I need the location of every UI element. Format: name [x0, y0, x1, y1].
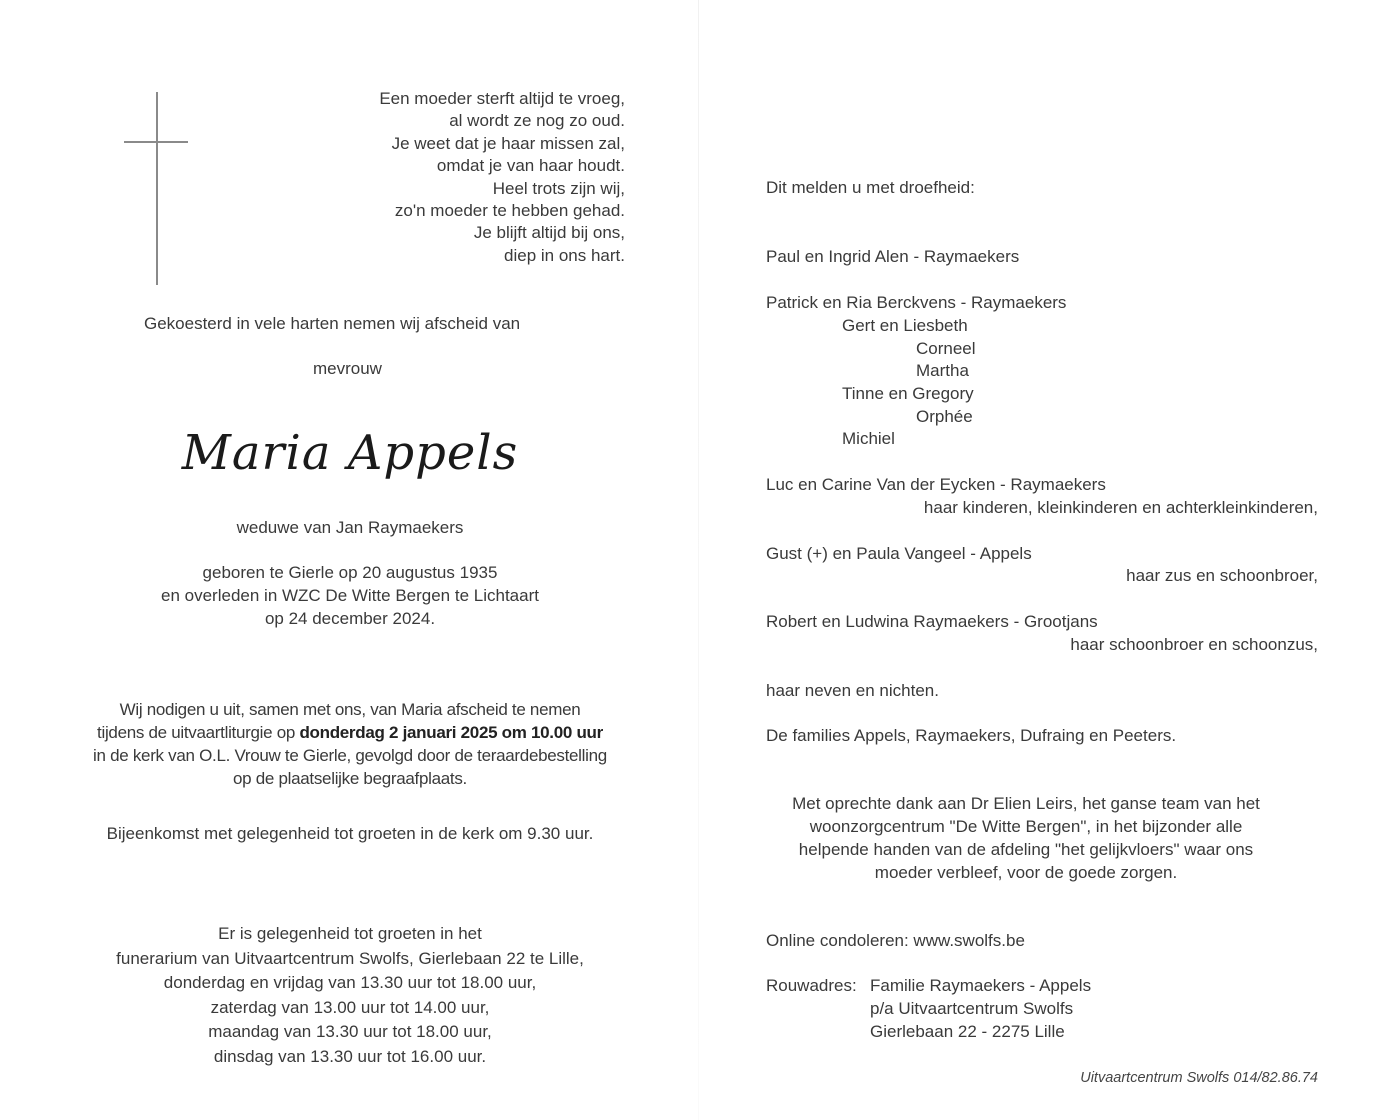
invitation-prefix: tijdens de uitvaartliturgie op [97, 723, 300, 742]
family-note: haar kinderen, kleinkinderen en achterkleinkinderen, [923, 498, 1318, 517]
visitation-info [60, 922, 640, 1070]
birth-death-line: en overleden in WZC De Witte Bergen te Lichtaart [161, 586, 539, 605]
family-line: Gert en Liesbeth [842, 316, 968, 335]
visitation-line: funerarium van Uitvaartcentrum Swolfs, Gierlebaan 22 te Lille, [116, 948, 584, 968]
family-line: Tinne en Gregory [842, 384, 974, 403]
invitation-line: in de kerk van O.L. Vrouw te Gierle, gevolgd door de teraardebestelling [93, 746, 607, 765]
birth-death-line: geboren te Gierle op 20 augustus 1935 [202, 563, 498, 582]
family-note: haar zus en schoonbroer, [1126, 566, 1318, 585]
family-line: Gust (+) en Paula Vangeel - Appels [766, 544, 1032, 563]
thanks-line: moeder verbleef, voor de goede zorgen. [874, 863, 1178, 882]
family-line: haar neven en nichten. [766, 681, 939, 700]
poem-line: Heel trots zijn wij, [492, 178, 625, 198]
family-line: De families Appels, Raymaekers, Dufraing en Peeters. [766, 726, 1177, 745]
address-line: Familie Raymaekers - Appels [870, 976, 1092, 995]
poem-line: al wordt ze nog zo oud. [449, 111, 625, 131]
invitation-line [60, 721, 640, 744]
right-page [700, 0, 1393, 1120]
poem-line: zo'n moeder te hebben gehad. [394, 200, 625, 220]
deceased-name: Maria Appels [181, 425, 519, 481]
widow-of: weduwe van Jan Raymaekers [236, 518, 464, 537]
invitation-line: op de plaatselijke begraafplaats. [233, 769, 467, 788]
visitation-line: dinsdag van 13.30 uur tot 16.00 uur. [213, 1046, 487, 1066]
condolences-link: Online condoleren: www.swolfs.be [766, 931, 1025, 950]
poem-line: omdat je van haar houdt. [436, 156, 625, 176]
address-line: p/a Uitvaartcentrum Swolfs [870, 999, 1074, 1018]
thanks-line: Met oprechte dank aan Dr Elien Leirs, het ganse team van het [792, 794, 1260, 813]
family-line: Orphée [916, 407, 973, 426]
thanks-line: woonzorgcentrum "De Witte Bergen", in het bijzonder alle [809, 817, 1243, 836]
family-line: Robert en Ludwina Raymaekers - Grootjans [766, 612, 1098, 631]
family-line: Martha [916, 361, 969, 380]
announcement: Dit melden u met droefheid: [766, 178, 975, 197]
thanks-line: helpende handen van de afdeling "het gelijkvloers" waar ons [798, 840, 1254, 859]
visitation-line: maandag van 13.30 uur tot 18.00 uur, [208, 1022, 492, 1042]
visitation-line: zaterdag van 13.00 uur tot 14.00 uur, [210, 997, 490, 1017]
intro-text: Gekoesterd in vele harten nemen wij afscheid van [144, 314, 521, 333]
ceremony-datetime: donderdag 2 januari 2025 om 10.00 uur [299, 723, 603, 742]
family-line: Paul en Ingrid Alen - Raymaekers [766, 247, 1020, 266]
family-line: Corneel [916, 339, 976, 358]
thanks-text [736, 792, 1316, 884]
poem-line: diep in ons hart. [504, 245, 625, 265]
family-line: Michiel [842, 429, 895, 448]
address-line: Gierlebaan 22 - 2275 Lille [870, 1022, 1065, 1041]
address-label: Rouwadres: [766, 976, 857, 995]
poem-line: Je blijft altijd bij ons, [473, 223, 625, 243]
gathering-text: Bijeenkomst met gelegenheid tot groeten in de kerk om 9.30 uur. [106, 824, 594, 843]
title-text: mevrouw [313, 359, 382, 378]
family-line: Patrick en Ria Berckvens - Raymaekers [766, 293, 1067, 312]
birth-death [100, 561, 600, 630]
birth-death-line: op 24 december 2024. [264, 609, 436, 628]
poem [280, 88, 625, 267]
poem-line: Je weet dat je haar missen zal, [391, 133, 625, 153]
family-note: haar schoonbroer en schoonzus, [1070, 635, 1318, 654]
family-line: Luc en Carine Van der Eycken - Raymaekers [766, 475, 1106, 494]
poem-line: Een moeder sterft altijd te vroeg, [379, 89, 625, 108]
visitation-line: Er is gelegenheid tot groeten in het [218, 924, 482, 943]
visitation-line: donderdag en vrijdag van 13.30 uur tot 18.00 uur, [163, 973, 537, 993]
invitation-line: Wij nodigen u uit, samen met ons, van Maria afscheid te nemen [119, 700, 581, 719]
invitation [60, 698, 640, 790]
funeral-home-credit: Uitvaartcentrum Swolfs 014/82.86.74 [1080, 1070, 1318, 1086]
